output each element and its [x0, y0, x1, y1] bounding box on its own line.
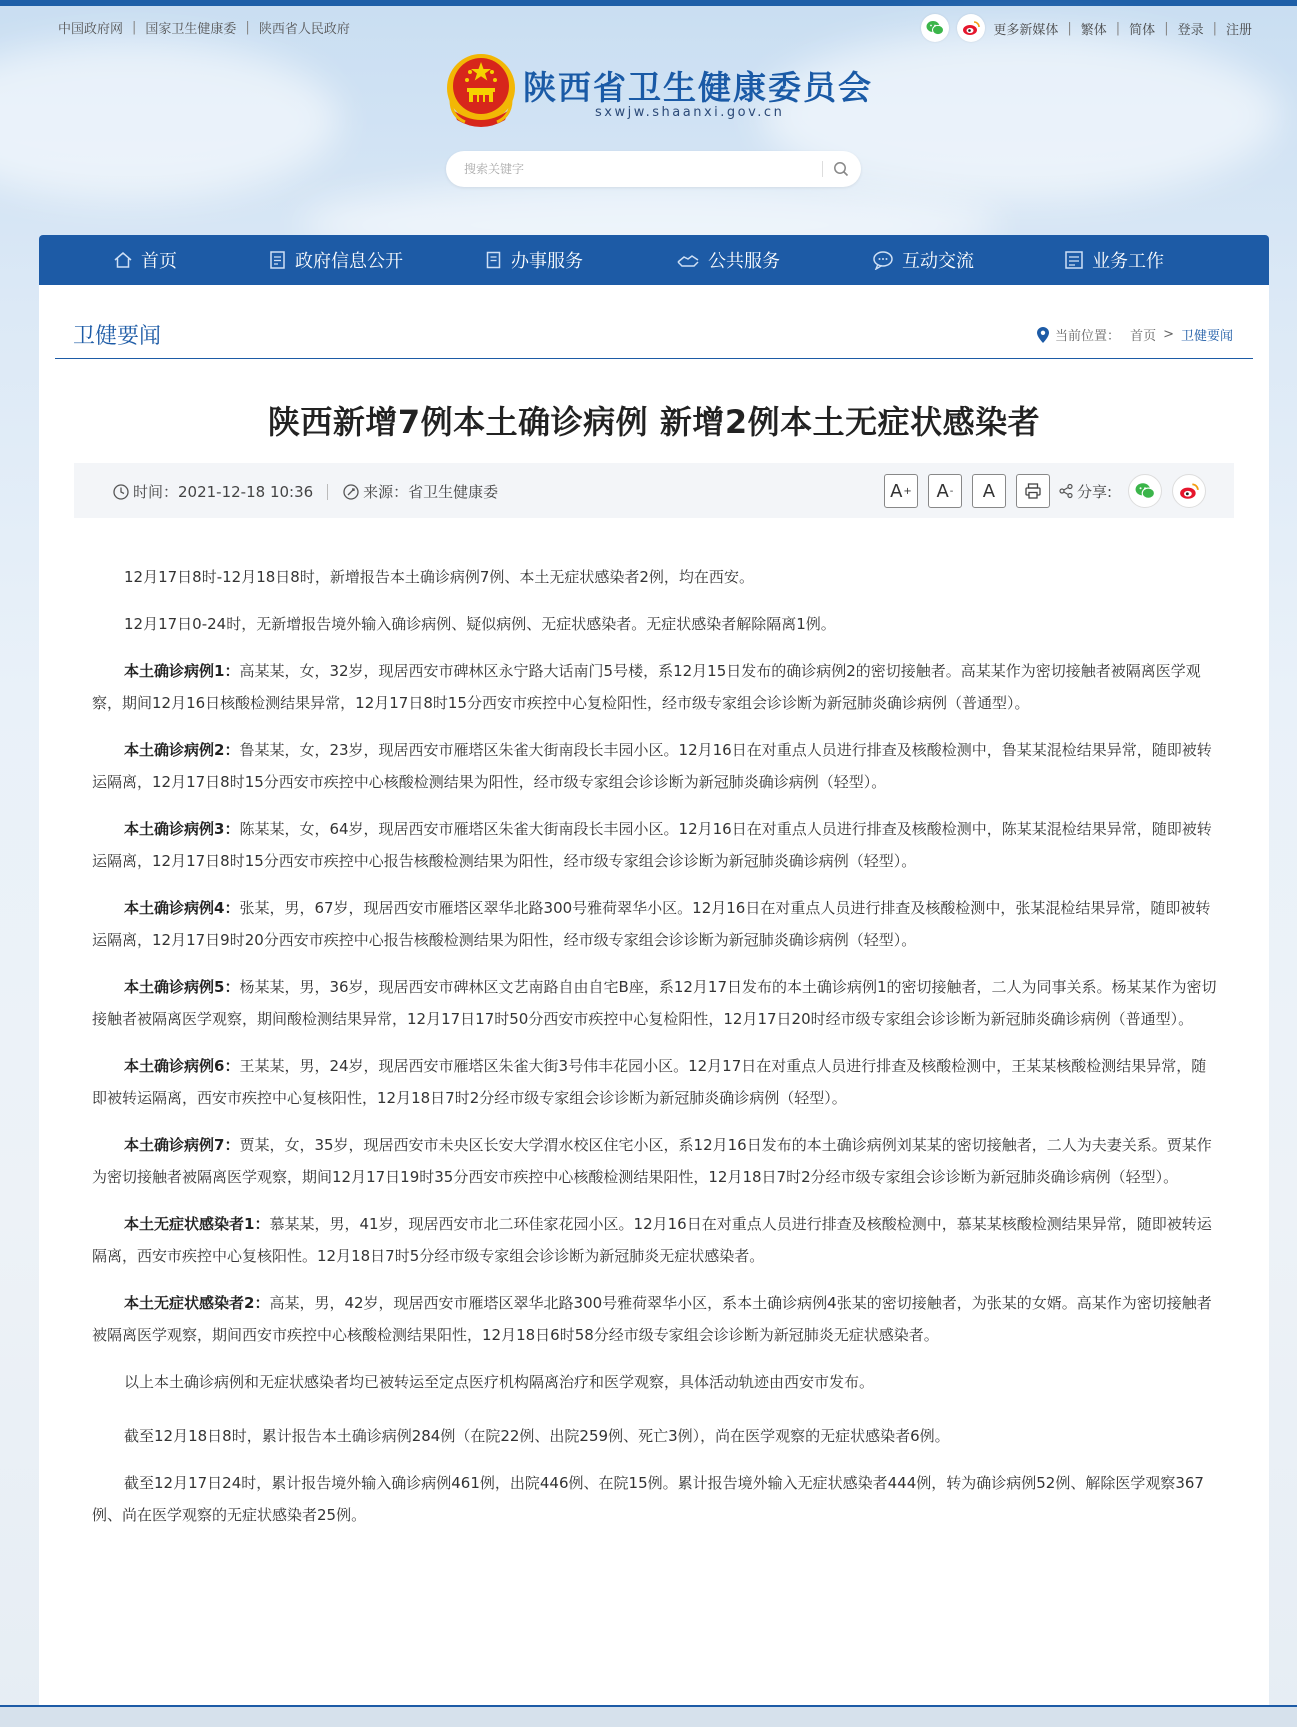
paragraph-text: 陈某某，女，64岁，现居西安市雁塔区朱雀大街南段长丰园小区。12月16日在对重点人员进行排查及核酸检测中，陈某某混检结果异常，随即被转运隔离，12月17日8时15分西安市疾控中心报告核酸检测结果为阳性，经市级专家组会诊诊断为新冠肺炎确诊病例（轻型）。	[92, 820, 1212, 870]
clock-icon	[112, 483, 130, 501]
home-icon	[113, 250, 133, 270]
paragraph-text: 王某某，男，24岁，现居西安市雁塔区朱雀大街3号伟丰花园小区。12月17日在对重点人员进行排查及核酸检测中，王某某核酸检测结果异常，随即被转运隔离，西安市疾控中心复核阳性，12月18日7时2分经市级专家组会诊诊断为新冠肺炎确诊病例（轻型）。	[92, 1057, 1207, 1107]
search-divider	[822, 161, 823, 177]
source-icon	[342, 483, 360, 501]
article-source	[342, 481, 498, 502]
article-paragraph	[92, 1050, 1217, 1114]
link-shaanxi-gov[interactable]: 陕西省人民政府	[258, 22, 350, 37]
national-emblem-icon	[443, 50, 519, 130]
link-nhc[interactable]: 国家卫生健康委	[145, 22, 237, 37]
font-increase-sup: +	[903, 485, 912, 497]
nav-label: 首页	[141, 251, 177, 272]
paragraph-text: 截至12月18日8时，累计报告本土确诊病例284例（在院22例、出院259例、死亡3例），尚在医学观察的无症状感染者6例。	[124, 1427, 950, 1445]
top-bar	[58, 18, 1252, 38]
separator: |	[1115, 20, 1121, 36]
printer-icon	[1024, 482, 1042, 500]
more-media-link[interactable]: 更多新媒体	[993, 22, 1059, 38]
font-increase-label: A	[890, 480, 903, 502]
nav-label: 政府信息公开	[295, 251, 403, 272]
paragraph-text: 12月17日0-24时，无新增报告境外输入确诊病例、疑似病例、无症状感染者。无症状感染者解除隔离1例。	[124, 615, 836, 633]
meta-divider	[327, 484, 328, 500]
section-header	[55, 309, 1253, 359]
search-button[interactable]	[828, 157, 854, 181]
share-icon	[1058, 483, 1074, 499]
paragraph-lead: 本土无症状感染者2：	[124, 1294, 270, 1312]
font-decrease-label: A	[936, 480, 949, 502]
top-accent-line	[0, 0, 1297, 6]
share-label-text: 分享:	[1076, 482, 1112, 501]
wechat-icon[interactable]	[921, 14, 949, 42]
sky-cloud	[0, 40, 340, 200]
paragraph-lead: 本土无症状感染者1：	[124, 1215, 270, 1233]
breadcrumb-current-link[interactable]: 卫健要闻	[1180, 329, 1233, 344]
nav-item-public-services[interactable]	[676, 235, 780, 285]
report-icon	[1064, 250, 1084, 270]
wechat-icon	[1135, 482, 1155, 500]
paragraph-lead: 本土确诊病例7：	[124, 1136, 240, 1154]
paragraph-text: 以上本土确诊病例和无症状感染者均已被转运至定点医疗机构隔离治疗和医学观察，具体活动轨迹由西安市发布。	[124, 1373, 875, 1391]
article-paragraph	[92, 971, 1217, 1035]
paragraph-lead: 本土确诊病例3：	[124, 820, 240, 838]
paragraph-text: 高某某，女，32岁，现居西安市碑林区永宁路大话南门5号楼，系12月15日发布的确诊病例2的密切接触者。高某某作为密切接触者被隔离医学观察，期间12月16日核酸检测结果异常，12月17日8时15分西安市疾控中心复检阳性，经市级专家组会诊诊断为新冠肺炎确诊病例（普通型）。	[92, 662, 1201, 712]
traditional-chinese-link[interactable]: 繁体	[1080, 22, 1107, 38]
article-paragraph	[92, 734, 1217, 798]
top-right-tools	[921, 14, 1252, 42]
article-title: 陕西新增7例本土确诊病例 新增2例本土无症状感染者	[267, 403, 1041, 441]
article-paragraph	[92, 1208, 1217, 1272]
paragraph-text: 高某，男，42岁，现居西安市雁塔区翠华北路300号雅荷翠华小区，系本土确诊病例4张某的密切接触者，为张某的女婿。高某作为密切接触者被隔离医学观察，期间西安市疾控中心核酸检测结果阳性，12月18日6时58分经市级专家组会诊诊断为新冠肺炎无症状感染者。	[92, 1294, 1212, 1344]
link-gov-cn[interactable]: 中国政府网	[58, 22, 124, 37]
nav-item-services[interactable]	[485, 235, 583, 285]
nav-item-business[interactable]	[1064, 235, 1164, 285]
paragraph-lead: 本土确诊病例6：	[124, 1057, 240, 1075]
article-paragraph	[92, 1467, 1217, 1531]
nav-item-home[interactable]	[113, 235, 177, 285]
main-nav	[39, 235, 1269, 285]
font-decrease-button[interactable]	[928, 474, 962, 508]
paragraph-text: 张某，男，67岁，现居西安市雁塔区翠华北路300号雅荷翠华小区。12月16日在对重点人员进行排查及核酸检测中，张某混检结果异常，随即被转运隔离，12月17日9时20分西安市疾控中心报告核酸检测结果为阳性，经市级专家组会诊诊断为新冠肺炎确诊病例（轻型）。	[92, 899, 1211, 949]
article-meta-info	[112, 481, 498, 502]
font-reset-button[interactable]	[972, 474, 1006, 508]
paragraph-text: 杨某某，男，36岁，现居西安市碑林区文艺南路自由自宅B座，系12月17日发布的本土确诊病例1的密切接触者，二人为同事关系。杨某某作为密切接触者被隔离医学观察，期间酸检测结果异常，12月17日17时50分西安市疾控中心复检阳性，12月17日20时经市级专家组会诊诊断为新冠肺炎确诊病例（普通型）。	[92, 978, 1217, 1028]
nav-label: 业务工作	[1092, 251, 1164, 272]
nav-item-interaction[interactable]	[872, 235, 974, 285]
nav-label: 公共服务	[708, 251, 780, 272]
paragraph-text: 截至12月17日24时，累计报告境外输入确诊病例461例，出院446例、在院15例。累计报告境外输入无症状感染者444例，转为确诊病例52例、解除医学观察367例、尚在医学观察的无症状感染者25例。	[92, 1474, 1204, 1524]
weibo-icon[interactable]	[957, 14, 985, 42]
footer-strip	[0, 1707, 1297, 1727]
article-paragraph	[92, 1129, 1217, 1193]
publish-time-text: 时间：2021-12-18 10:36	[133, 483, 314, 501]
share-label	[1058, 481, 1112, 502]
breadcrumb-home-link[interactable]: 首页	[1130, 329, 1157, 344]
handshake-icon	[676, 250, 700, 270]
share-weibo-button[interactable]	[1172, 474, 1206, 508]
site-logo[interactable]	[443, 50, 873, 132]
breadcrumb	[1037, 325, 1233, 344]
paragraph-lead: 本土确诊病例2：	[124, 741, 240, 759]
top-links	[58, 18, 350, 37]
paragraph-lead: 本土确诊病例4：	[124, 899, 240, 917]
article-body	[92, 561, 1217, 1546]
nav-label: 互动交流	[902, 251, 974, 272]
chat-bubble-icon	[872, 250, 894, 270]
article-paragraph	[92, 892, 1217, 956]
share-wechat-button[interactable]	[1128, 474, 1162, 508]
font-increase-button[interactable]	[884, 474, 918, 508]
article-paragraph	[92, 608, 1217, 640]
paragraph-text: 贾某，女，35岁，现居西安市未央区长安大学渭水校区住宅小区，系12月16日发布的本土确诊病例刘某某的密切接触者，二人为夫妻关系。贾某作为密切接触者被隔离医学观察，期间12月17日19时35分西安市疾控中心核酸检测结果阳性，12月18日7时2分经市级专家组会诊诊断为新冠肺炎确诊病例（轻型）。	[92, 1136, 1212, 1186]
paragraph-lead: 本土确诊病例5：	[124, 978, 240, 996]
article-paragraph	[92, 1366, 1217, 1398]
paragraph-text: 12月17日8时-12月18日8时，新增报告本土确诊病例7例、本土无症状感染者2例，均在西安。	[124, 568, 754, 586]
login-link[interactable]: 登录	[1177, 22, 1204, 38]
paragraph-text: 慕某某，男，41岁，现居西安市北二环佳家花园小区。12月16日在对重点人员进行排查及核酸检测中，慕某某核酸检测结果异常，随即被转运隔离，西安市疾控中心复核阳性。12月18日7时5分经市级专家组会诊诊断为新冠肺炎无症状感染者。	[92, 1215, 1212, 1265]
site-title: 陕西省卫生健康委员会	[523, 68, 873, 107]
separator: |	[1164, 20, 1169, 36]
article-paragraph	[92, 561, 1217, 593]
breadcrumb-separator: >	[1163, 327, 1174, 342]
site-domain: sxwjw.shaanxi.gov.cn	[595, 105, 785, 120]
document-icon	[269, 250, 287, 270]
register-link[interactable]: 注册	[1225, 22, 1252, 38]
paragraph-text: 鲁某某，女，23岁，现居西安市雁塔区朱雀大街南段长丰园小区。12月16日在对重点人员进行排查及核酸检测中，鲁某某混检结果异常，随即被转运隔离，12月17日8时15分西安市疾控中心核酸检测结果为阳性，经市级专家组会诊诊断为新冠肺炎确诊病例（轻型）。	[92, 741, 1212, 791]
search-bar	[446, 151, 861, 187]
separator: |	[1067, 20, 1072, 36]
section-title: 卫健要闻	[73, 324, 162, 349]
clipboard-icon	[485, 250, 503, 270]
separator: |	[1212, 20, 1217, 36]
font-reset-label: A	[982, 480, 996, 502]
nav-label: 办事服务	[511, 251, 583, 272]
breadcrumb-label: 当前位置：	[1055, 329, 1121, 344]
article-paragraph	[92, 813, 1217, 877]
article-paragraph	[92, 1287, 1217, 1351]
location-pin-icon	[1037, 327, 1049, 343]
weibo-icon	[1179, 482, 1199, 500]
article-paragraph	[92, 1420, 1217, 1452]
article-meta-bar	[74, 463, 1234, 518]
nav-item-gov-info[interactable]	[269, 235, 403, 285]
main-content-card	[39, 285, 1269, 1705]
publish-time	[112, 481, 313, 502]
paragraph-lead: 本土确诊病例1：	[124, 662, 240, 680]
print-button[interactable]	[1016, 474, 1050, 508]
article-paragraph	[92, 655, 1217, 719]
separator: |	[132, 20, 137, 35]
separator: |	[245, 20, 250, 35]
font-decrease-sup: -	[949, 485, 954, 497]
search-icon	[833, 161, 849, 177]
article-tools	[884, 474, 1206, 508]
simplified-chinese-link[interactable]: 简体	[1129, 22, 1156, 38]
search-input[interactable]	[464, 159, 804, 179]
article-source-text: 来源：省卫生健康委	[363, 483, 499, 501]
